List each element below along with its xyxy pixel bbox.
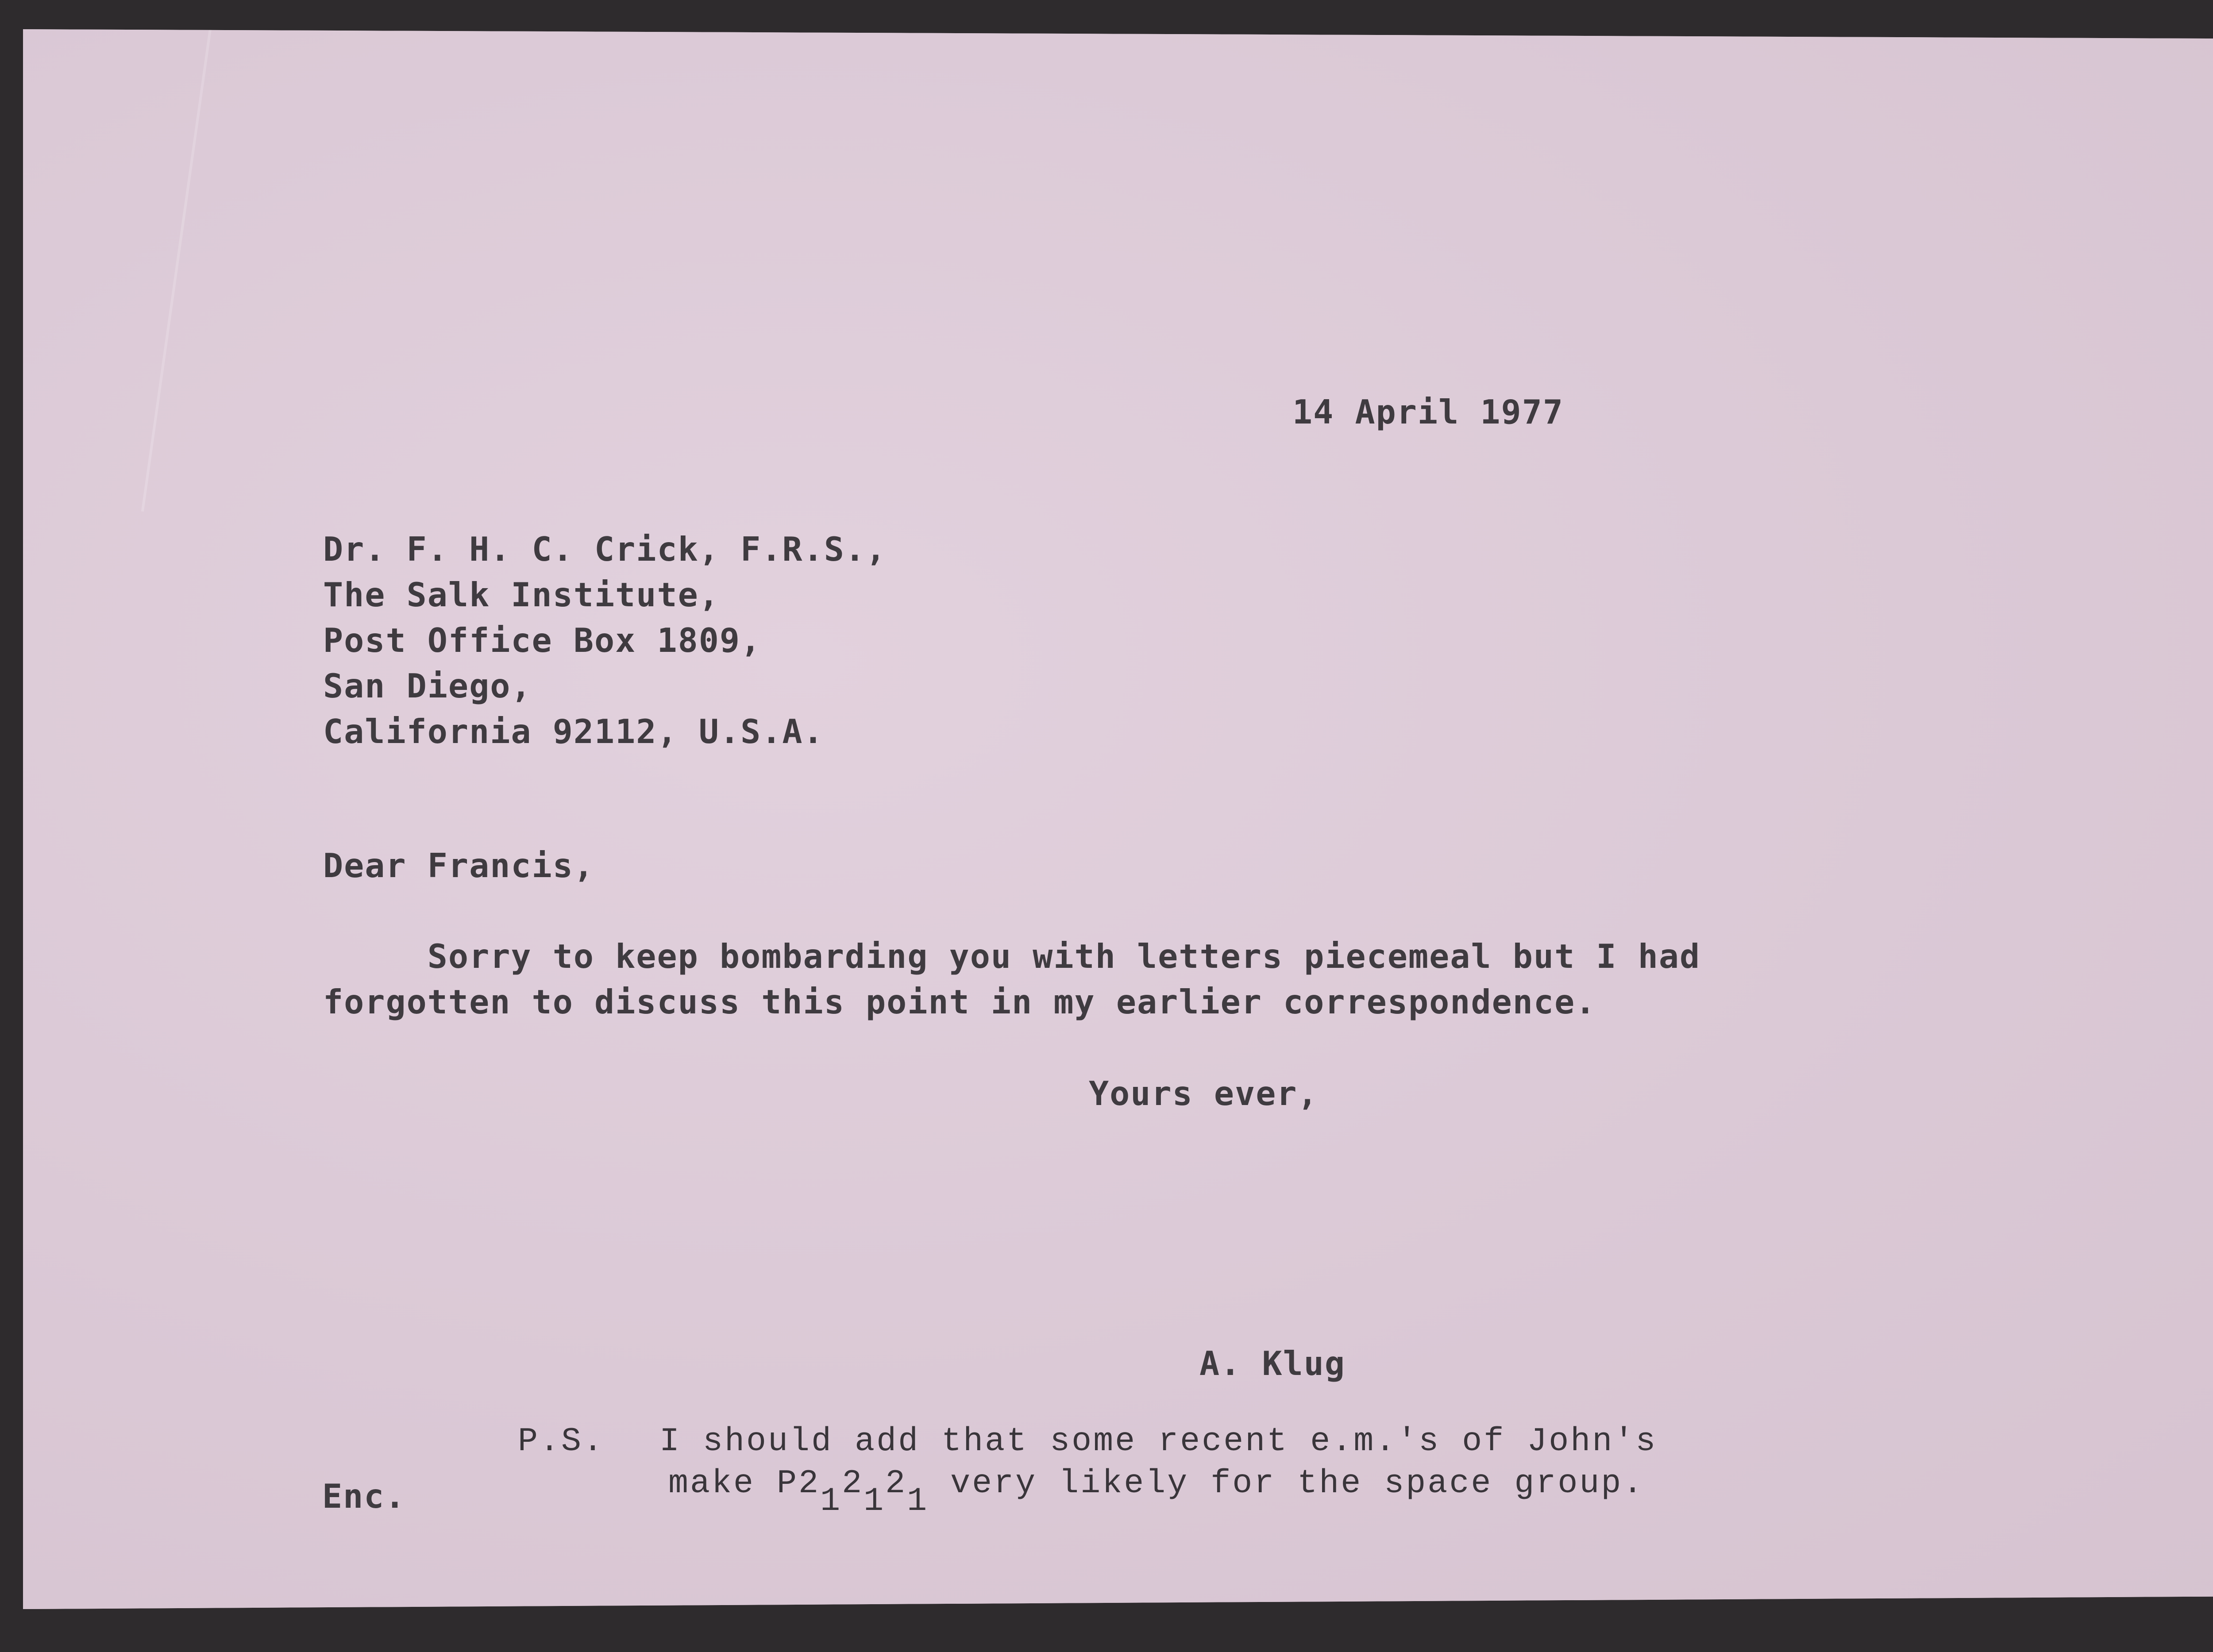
address-line: California 92112, U.S.A.	[323, 712, 824, 751]
paper-crease	[141, 29, 212, 512]
postscript-label: P.S.	[518, 1423, 605, 1460]
letter-date: 14 April 1977	[1292, 393, 1564, 431]
subscript: 1	[864, 1483, 886, 1520]
subscript: 1	[907, 1483, 929, 1520]
salutation: Dear Francis,	[323, 846, 594, 885]
closing: Yours ever,	[1089, 1074, 1319, 1113]
enclosure-note: Enc.	[322, 1477, 406, 1516]
subscript: 1	[820, 1483, 842, 1520]
postscript-line-1: I should add that some recent e.m.'s of John's	[659, 1423, 1658, 1460]
address-line: Post Office Box 1809,	[323, 621, 762, 660]
letter-sheet	[23, 29, 2213, 1609]
address-line: San Diego,	[323, 666, 532, 705]
postscript-line-2-text: very likely for the space group.	[929, 1465, 1645, 1502]
space-group-part: 2	[842, 1465, 864, 1502]
address-line: The Salk Institute,	[323, 575, 720, 614]
body-line: forgotten to discuss this point in my earlier correspondence.	[323, 982, 1596, 1021]
space-group-part: 2	[885, 1465, 907, 1502]
signature: A. Klug	[1199, 1344, 1346, 1383]
address-line: Dr. F. H. C. Crick, F.R.S.,	[323, 530, 887, 569]
body-line: Sorry to keep bombarding you with letters piecemeal but I had	[323, 937, 1701, 976]
space-group-prefix: make P2	[668, 1465, 821, 1502]
postscript-line-2	[668, 1465, 1645, 1520]
